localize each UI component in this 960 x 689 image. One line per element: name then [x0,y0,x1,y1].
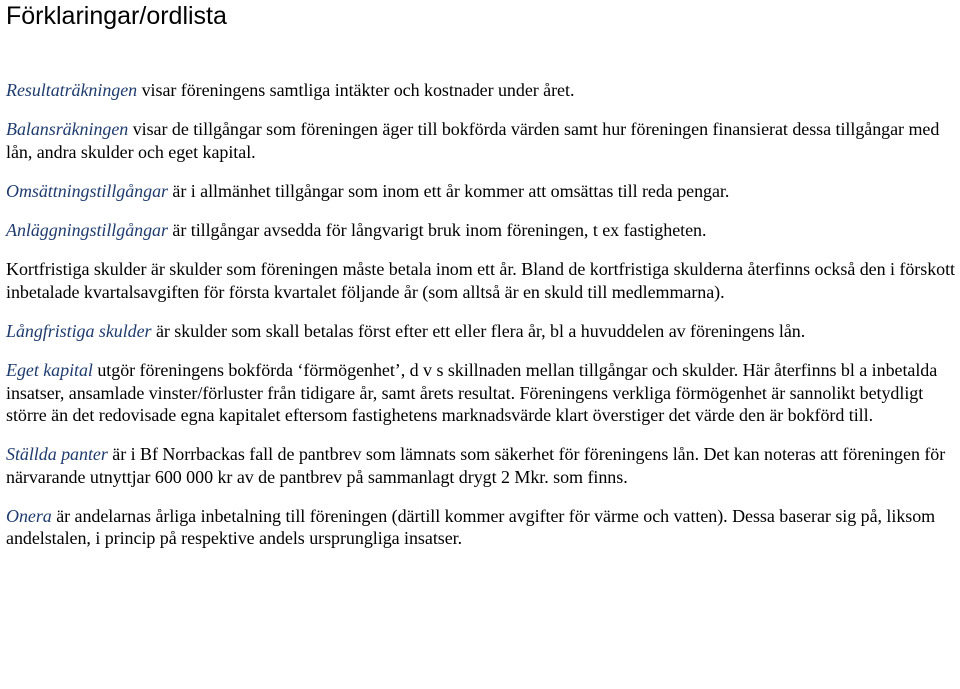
glossary-definition: är andelarnas årliga inbetalning till föreningen (därtill kommer avgifter för värme och vatten). Dessa baserar sig på, liksom andelstalen, i princip på respektive andels ursprungliga insatser. [6,505,936,549]
glossary-definition: är i Bf Norrbackas fall de pantbrev som lämnats som säkerhet för föreningens lån. Det kan noteras att föreningen för närvarande utnyttjar 600 000 kr av de pantbrev på sammanlagt drygt 2 Mkr. som finns. [6,444,946,487]
glossary-list [6,79,956,566]
glossary-definition: visar de tillgångar som föreningen äger till bokförda värden samt hur föreningen finansierat dessa tillgångar med lån, andra skulder och eget kapital. [6,119,940,162]
glossary-definition: är i allmänhet tillgångar som inom ett år kommer att omsättas till reda pengar. [167,180,730,201]
glossary-entry-omsattningstillgangar [6,180,956,202]
glossary-term: Anläggningstillgångar [6,220,168,241]
glossary-definition: är tillgångar avsedda för långvarigt bruk inom föreningen, t ex fastigheten. [167,220,707,241]
glossary-definition: Kortfristiga skulder är skulder som föreningen måste betala inom ett år. Bland de kortfristiga skulderna återfinns också den i förskott inbetalade kvartalsavgiften för första kvartalet följande år (som alltså är en skuld till medlemmarna). [6,259,955,302]
glossary-definition: utgör föreningens bokförda ‘förmögenhet’, d v s skillnaden mellan tillgångar och skulder. Här återfinns bl a inbetalda insatser, ansamlade vinster/förluster från tidigare år, samt årets resultat. Föreningens verkliga förmögenhet är sannolikt betydligt större än det redovisade egna kapitalet eftersom fastighetens marknadsvärde klart överstiger det värde den är bokförd till. [6,360,938,425]
glossary-term: Ställda panter [6,444,108,465]
page-title: Förklaringar/ordlista [6,2,227,30]
glossary-entry-anlaggningstillgangar [6,219,956,241]
glossary-term: Eget kapital [6,360,93,381]
glossary-definition: är skulder som skall betalas först efter ett eller flera år, bl a huvuddelen av föreningens lån. [151,321,806,342]
glossary-definition: visar föreningens samtliga intäkter och kostnader under året. [137,80,575,100]
glossary-entry-eget-kapital [6,359,956,426]
glossary-entry-langfristiga-skulder [6,320,956,342]
glossary-entry-kortfristiga-skulder [6,258,956,303]
document-page [6,0,956,549]
glossary-entry-stallda-panter [6,443,956,488]
glossary-term: Långfristiga skulder [6,321,152,342]
glossary-entry-resultatrakningen [6,79,956,101]
glossary-entry-balansrakningen [6,118,956,163]
glossary-term: Balansräkningen [6,119,129,140]
glossary-entry-onera [6,505,956,550]
glossary-term: Omsättningstillgångar [6,180,168,201]
glossary-term: Onera [6,505,52,526]
glossary-term: Resultaträkningen [6,80,138,100]
